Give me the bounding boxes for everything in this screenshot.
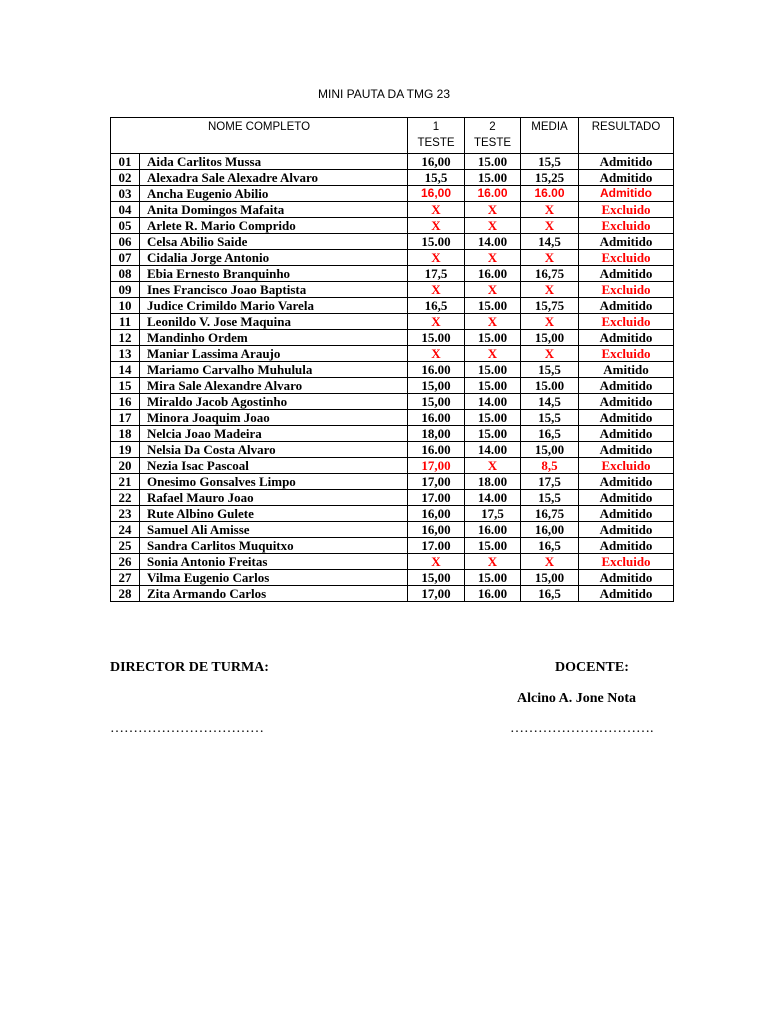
media-grade: X (521, 202, 579, 218)
table-row (111, 298, 674, 314)
student-name: Sonia Antonio Freitas (140, 554, 408, 570)
row-number: 09 (111, 282, 140, 298)
row-number: 23 (111, 506, 140, 522)
row-number: 11 (111, 314, 140, 330)
media-grade: 16,5 (521, 538, 579, 554)
test2-grade: 15.00 (465, 330, 521, 346)
result-status: Admitido (579, 378, 674, 394)
test2-grade: X (465, 282, 521, 298)
result-status: Admitido (579, 426, 674, 442)
row-number: 22 (111, 490, 140, 506)
row-number: 10 (111, 298, 140, 314)
result-status: Admitido (579, 330, 674, 346)
result-status: Admitido (579, 394, 674, 410)
result-status: Admitido (579, 570, 674, 586)
test1-grade: X (408, 250, 465, 266)
test1-grade: 17.00 (408, 538, 465, 554)
row-number: 14 (111, 362, 140, 378)
row-number: 19 (111, 442, 140, 458)
table-row (111, 218, 674, 234)
docente-name: Alcino A. Jone Nota (517, 691, 636, 706)
page-title: MINI PAUTA DA TMG 23 (317, 87, 451, 101)
media-grade: 16,5 (521, 586, 579, 602)
result-status: Excluido (579, 202, 674, 218)
test1-grade: 15,5 (408, 170, 465, 186)
header-name: NOME COMPLETO (111, 118, 408, 154)
result-status: Excluido (579, 250, 674, 266)
media-grade: 15,00 (521, 570, 579, 586)
result-status: Admitido (579, 538, 674, 554)
table-row (111, 586, 674, 602)
table-header-row (111, 118, 674, 154)
result-status: Admitido (579, 298, 674, 314)
row-number: 03 (111, 186, 140, 202)
media-grade: 15,00 (521, 330, 579, 346)
test2-grade: 15.00 (465, 570, 521, 586)
media-grade: 15,5 (521, 154, 579, 170)
test1-grade: 16,00 (408, 522, 465, 538)
table-row (111, 554, 674, 570)
result-status: Amitido (579, 362, 674, 378)
table-row (111, 330, 674, 346)
result-status: Excluido (579, 218, 674, 234)
row-number: 16 (111, 394, 140, 410)
test1-grade: 17,00 (408, 474, 465, 490)
test1-grade: 16.00 (408, 442, 465, 458)
student-name: Mandinho Ordem (140, 330, 408, 346)
test1-grade: X (408, 314, 465, 330)
table-row (111, 266, 674, 282)
test2-grade: 14.00 (465, 442, 521, 458)
row-number: 18 (111, 426, 140, 442)
result-status: Excluido (579, 554, 674, 570)
table-row (111, 250, 674, 266)
row-number: 15 (111, 378, 140, 394)
result-status: Admitido (579, 170, 674, 186)
student-name: Anita Domingos Mafaita (140, 202, 408, 218)
student-name: Nezia Isac Pascoal (140, 458, 408, 474)
media-grade: 15,5 (521, 410, 579, 426)
director-signature-line: …………………………… (110, 721, 264, 736)
result-status: Admitido (579, 410, 674, 426)
row-number: 13 (111, 346, 140, 362)
media-grade: 15,25 (521, 170, 579, 186)
student-name: Aida Carlitos Mussa (140, 154, 408, 170)
header-resultado: RESULTADO (579, 118, 674, 154)
result-status: Admitido (579, 186, 674, 202)
test2-grade: X (465, 202, 521, 218)
test2-grade: 15.00 (465, 154, 521, 170)
result-status: Admitido (579, 506, 674, 522)
media-grade: X (521, 346, 579, 362)
test1-grade: X (408, 218, 465, 234)
media-grade: X (521, 282, 579, 298)
header-media: MEDIA (521, 118, 579, 154)
table-row (111, 522, 674, 538)
media-grade: 14,5 (521, 234, 579, 250)
table-row (111, 442, 674, 458)
student-name: Ancha Eugenio Abilio (140, 186, 408, 202)
table-row (111, 426, 674, 442)
result-status: Excluido (579, 458, 674, 474)
student-name: Alexadra Sale Alexadre Alvaro (140, 170, 408, 186)
test2-grade: X (465, 218, 521, 234)
media-grade: 15,5 (521, 362, 579, 378)
table-row (111, 362, 674, 378)
student-name: Sandra Carlitos Muquitxo (140, 538, 408, 554)
test2-grade: 18.00 (465, 474, 521, 490)
result-status: Admitido (579, 474, 674, 490)
test2-grade: X (465, 346, 521, 362)
test1-grade: 15.00 (408, 330, 465, 346)
media-grade: 16,5 (521, 426, 579, 442)
media-grade: 15.00 (521, 378, 579, 394)
row-number: 04 (111, 202, 140, 218)
test1-grade: X (408, 554, 465, 570)
table-row (111, 170, 674, 186)
test1-grade: 15,00 (408, 570, 465, 586)
media-grade: 16,00 (521, 522, 579, 538)
test1-grade: 17,5 (408, 266, 465, 282)
row-number: 17 (111, 410, 140, 426)
test2-grade: 15.00 (465, 170, 521, 186)
row-number: 21 (111, 474, 140, 490)
student-name: Vilma Eugenio Carlos (140, 570, 408, 586)
result-status: Admitido (579, 522, 674, 538)
table-row (111, 410, 674, 426)
test2-grade: 15.00 (465, 298, 521, 314)
media-grade: 14,5 (521, 394, 579, 410)
row-number: 28 (111, 586, 140, 602)
result-status: Excluido (579, 346, 674, 362)
table-row (111, 570, 674, 586)
test1-grade: 15,00 (408, 394, 465, 410)
test2-grade: 14.00 (465, 490, 521, 506)
student-name: Mira Sale Alexandre Alvaro (140, 378, 408, 394)
media-grade: X (521, 250, 579, 266)
grades-table (110, 117, 674, 602)
student-name: Mariamo Carvalho Muhulula (140, 362, 408, 378)
header-test2: 2 TESTE (465, 118, 521, 154)
media-grade: 15,75 (521, 298, 579, 314)
test1-grade: 16,00 (408, 186, 465, 202)
result-status: Admitido (579, 234, 674, 250)
table-row (111, 490, 674, 506)
media-grade: 8,5 (521, 458, 579, 474)
student-name: Cidalia Jorge Antonio (140, 250, 408, 266)
test2-grade: 15.00 (465, 410, 521, 426)
table-row (111, 282, 674, 298)
test1-grade: 17,00 (408, 458, 465, 474)
student-name: Nelsia Da Costa Alvaro (140, 442, 408, 458)
test1-grade: 16,00 (408, 154, 465, 170)
table-row (111, 234, 674, 250)
student-name: Rute Albino Gulete (140, 506, 408, 522)
test2-grade: 15.00 (465, 426, 521, 442)
row-number: 20 (111, 458, 140, 474)
table-row (111, 458, 674, 474)
media-grade: 16.00 (521, 186, 579, 202)
row-number: 27 (111, 570, 140, 586)
media-grade: 15,5 (521, 490, 579, 506)
student-name: Ebia Ernesto Branquinho (140, 266, 408, 282)
docente-signature-line: …………………………. (510, 721, 654, 736)
test2-grade: X (465, 458, 521, 474)
media-grade: X (521, 554, 579, 570)
row-number: 07 (111, 250, 140, 266)
row-number: 01 (111, 154, 140, 170)
test1-grade: 17,00 (408, 586, 465, 602)
row-number: 02 (111, 170, 140, 186)
media-grade: 16,75 (521, 266, 579, 282)
table-row (111, 474, 674, 490)
table-row (111, 314, 674, 330)
student-name: Rafael Mauro Joao (140, 490, 408, 506)
row-number: 06 (111, 234, 140, 250)
header-test1: 1 TESTE (408, 118, 465, 154)
test2-grade: 14.00 (465, 234, 521, 250)
test2-grade: X (465, 554, 521, 570)
student-name: Nelcia Joao Madeira (140, 426, 408, 442)
test2-grade: 15.00 (465, 362, 521, 378)
table-row (111, 186, 674, 202)
result-status: Admitido (579, 442, 674, 458)
media-grade: 15,00 (521, 442, 579, 458)
test1-grade: X (408, 282, 465, 298)
test1-grade: 15.00 (408, 234, 465, 250)
test2-grade: 17,5 (465, 506, 521, 522)
test1-grade: 15,00 (408, 378, 465, 394)
table-row (111, 378, 674, 394)
test1-grade: 17.00 (408, 490, 465, 506)
student-name: Arlete R. Mario Comprido (140, 218, 408, 234)
test2-grade: 15.00 (465, 378, 521, 394)
media-grade: 16,75 (521, 506, 579, 522)
student-name: Celsa Abilio Saide (140, 234, 408, 250)
student-name: Miraldo Jacob Agostinho (140, 394, 408, 410)
table-body (111, 154, 674, 602)
test2-grade: X (465, 250, 521, 266)
student-name: Minora Joaquim Joao (140, 410, 408, 426)
test2-grade: 14.00 (465, 394, 521, 410)
test2-grade: 16.00 (465, 522, 521, 538)
student-name: Samuel Ali Amisse (140, 522, 408, 538)
student-name: Onesimo Gonsalves Limpo (140, 474, 408, 490)
test1-grade: 16,5 (408, 298, 465, 314)
student-name: Zita Armando Carlos (140, 586, 408, 602)
result-status: Admitido (579, 154, 674, 170)
student-name: Leonildo V. Jose Maquina (140, 314, 408, 330)
row-number: 24 (111, 522, 140, 538)
media-grade: 17,5 (521, 474, 579, 490)
row-number: 26 (111, 554, 140, 570)
result-status: Excluido (579, 282, 674, 298)
table-row (111, 154, 674, 170)
table-row (111, 506, 674, 522)
test2-grade: 16.00 (465, 186, 521, 202)
result-status: Admitido (579, 586, 674, 602)
result-status: Admitido (579, 266, 674, 282)
student-name: Ines Francisco Joao Baptista (140, 282, 408, 298)
media-grade: X (521, 218, 579, 234)
test2-grade: 15.00 (465, 538, 521, 554)
test2-grade: 16.00 (465, 266, 521, 282)
result-status: Excluido (579, 314, 674, 330)
row-number: 25 (111, 538, 140, 554)
table-row (111, 346, 674, 362)
media-grade: X (521, 314, 579, 330)
table-row (111, 538, 674, 554)
row-number: 05 (111, 218, 140, 234)
test1-grade: 16.00 (408, 410, 465, 426)
test1-grade: 16,00 (408, 506, 465, 522)
row-number: 08 (111, 266, 140, 282)
student-name: Judice Crimildo Mario Varela (140, 298, 408, 314)
test2-grade: 16.00 (465, 586, 521, 602)
director-label: DIRECTOR DE TURMA: (110, 660, 269, 675)
table-row (111, 202, 674, 218)
docente-label: DOCENTE: (555, 660, 629, 675)
test2-grade: X (465, 314, 521, 330)
table-row (111, 394, 674, 410)
row-number: 12 (111, 330, 140, 346)
result-status: Admitido (579, 490, 674, 506)
student-name: Maniar Lassima Araujo (140, 346, 408, 362)
test1-grade: 18,00 (408, 426, 465, 442)
test1-grade: X (408, 346, 465, 362)
test1-grade: X (408, 202, 465, 218)
test1-grade: 16.00 (408, 362, 465, 378)
